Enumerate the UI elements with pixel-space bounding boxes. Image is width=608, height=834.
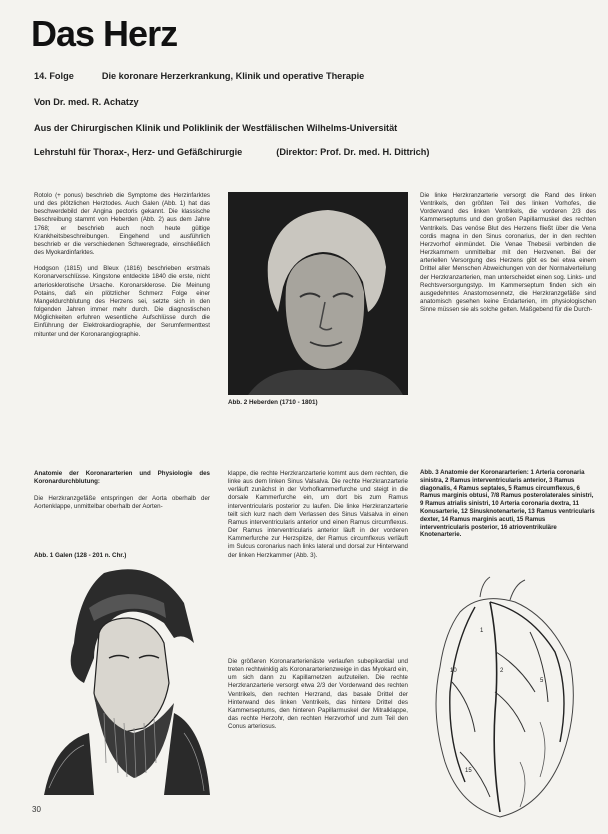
svg-text:15: 15 bbox=[465, 768, 472, 774]
figure-1-galen-engraving bbox=[34, 563, 210, 795]
page-number: 30 bbox=[32, 805, 41, 814]
paragraph-history: Rotolo (+ ponus) beschrieb die Symptome des Herzinfarktes und des plötzlichen Herztodes. Auch Galen (Abb. 1) hat das beschwerdebild der Angina pectoris gekannt. Die klassische Beschreibung stammt von Heberden (Abb. 2) aus dem Jahre 1768; er beschrieb auch noch heute gültige Krankheitsbeschreibungen. Eingehend und ausführlich beschrieb er die verschiedenen Schweregrade, einschließlich des Myokardinfarktes. bbox=[34, 192, 210, 257]
figure-2-caption: Abb. 2 Heberden (1710 - 1801) bbox=[228, 399, 318, 406]
series-number: 14. Folge bbox=[34, 71, 74, 81]
column-3-supply: Die linke Herzkranzarterie versorgt die Rand des linken Ventrikels, den größten Teil des linken Vorhofes, die Vorderwand des linken Ventrikels, die vorderen 2/3 des Kammerseptums und den großen Papillarmuskel des rechten Ventrikels. Das venöse Blut des Herzens fließt über die Vena cordis magna in den Sinus coronarius, der in den rechten Herzvorhof einmündet. Die Venae Thebesii verbinden die Herzkammern unmittelbar mit den Herzvenen. Bei der arteriellen Versorgung des Herzens gibt es bei etwa einem Drittel aller Menschen Abweichungen von der Normalverteilung der Herzkranzarterien, man unterscheidet einen sog. Links- und Rechtsversorgungstyp. Im Kammerseptum finden sich ein ausgedehntes Anastomosennetz, die Herzkranzgefäße sind anatomisch gesehen keine Endarterien, im physiologischen Sinne müssen sie als solche gelten. Maßgebend für die Durch- bbox=[420, 192, 596, 314]
chair-name: Lehrstuhl für Thorax-, Herz- und Gefäßchirurgie bbox=[34, 147, 243, 157]
svg-text:5: 5 bbox=[540, 678, 544, 684]
page-title: Das Herz bbox=[31, 13, 178, 54]
institution-line: Aus der Chirurgischen Klinik und Poliklinik der Westfälischen Wilhelms-Universität bbox=[34, 123, 398, 133]
director-name: (Direktor: Prof. Dr. med. H. Dittrich) bbox=[276, 147, 430, 157]
series-line bbox=[34, 70, 364, 82]
author-line: Von Dr. med. R. Achatzy bbox=[34, 97, 139, 107]
column-2-anatomy: klappe, die rechte Herzkranzarterie kommt aus dem rechten, die linke aus dem linken Sinus Valsalva. Die rechte Herzkranzarterie verläuft zunächst in der Vorhofkammerfurche und steigt in die dorsale Kammerfurche ein, um dort bis zum Ramus interventricularis posterior zu laufen. Die linke Herzkranzarterie teilt sich kurz nach dem Verlassen des Sinus Valsalva in einen Ramus interventricularis anterior und einen Ramus circumflexus. Der Ramus interventricularis anterior läuft in der vorderen Kammerfurche zur Herzspitze, der Ramus circumflexus verläuft im Sulcus coronarius nach links lateral und dorsal zur Hinterwand der linken Herzkammer (Abb. 3). bbox=[228, 470, 408, 559]
chair-line bbox=[34, 146, 429, 158]
figure-2-heberden-portrait bbox=[228, 192, 408, 395]
column-1-intro bbox=[34, 192, 210, 448]
series-topic: Die koronare Herzerkrankung, Klinik und operative Therapie bbox=[101, 71, 365, 81]
svg-text:10: 10 bbox=[450, 668, 457, 674]
figure-3-caption: Abb. 3 Anatomie der Koronararterien: 1 Arteria coronaria sinistra, 2 Ramus interventricularis anterior, 3 Ramus diagonalis, 4 Ramus septales, 5 Ramus circumflexus, 6 Ramus marginis obtusi, 7/8 Ramus posterolaterales sinistri, 9 Ramus atrialis sinistri, 10 Arteria coronaria dextra, 11 Konusarterie, 12 Sinusknotenarterie, 13 Ramus ventricularis dexter, 14 Ramus marginis acuti, 15 Ramus interventricularis posterior, 16 atrioventrikuläre Knotenarterie. bbox=[420, 469, 595, 539]
column-2-supply: Die größeren Koronararterienäste verlaufen subepikardial und treten rechtwinklig als Koronararterienzweige in das Myokard ein, um sich dann zu Kapillarnetzen aufzuteilen. Die rechte Herzkranzarterie versorgt etwa 2/3 der Vorderwand des rechten Ventrikels, den rechten Herzrand, das basale Drittel der Hinterwand des linken Ventrikels, das hintere Drittel des Kammerseptums, den hinteren Papillarmuskel der Mitralklappe, das rechte Herzohr, den rechten Herzvorhof und zum Teil den Conus arteriosus. bbox=[228, 658, 408, 731]
figure-3-coronary-diagram bbox=[420, 572, 596, 828]
paragraph-anatomy-start: Die Herzkranzgefäße entspringen der Aorta oberhalb der Aortenklappe, unmittelbar oberhalb der Aorten- bbox=[34, 495, 210, 511]
svg-text:2: 2 bbox=[500, 668, 504, 674]
paragraph-diagnosis: Hodgson (1815) und Bleux (1816) beschrieben erstmals Koronarverschlüsse. Kingstone entdeckte 1840 die erste, nicht arteriosklerotische Ursache. Koronarsklerose. Die Meinung Potains, daß ein plötzlicher Schmerz Folge einer Mangeldurchblutung des Herzens sei, setzte sich in den folgenden Jahren immer mehr durch. Die diagnostischen Möglichkeiten erfuhren wesentliche Aufschlüsse durch die Einführung der Elektrokardiographie, der Serumfermenttest mitunter und der Koronarangiographie. bbox=[34, 265, 210, 338]
section-heading-anatomy: Anatomie der Koronararterien und Physiologie des Koronardurchblutung: bbox=[34, 470, 210, 486]
svg-text:1: 1 bbox=[480, 628, 484, 634]
figure-1-caption: Abb. 1 Galen (128 - 201 n. Chr.) bbox=[34, 552, 127, 559]
